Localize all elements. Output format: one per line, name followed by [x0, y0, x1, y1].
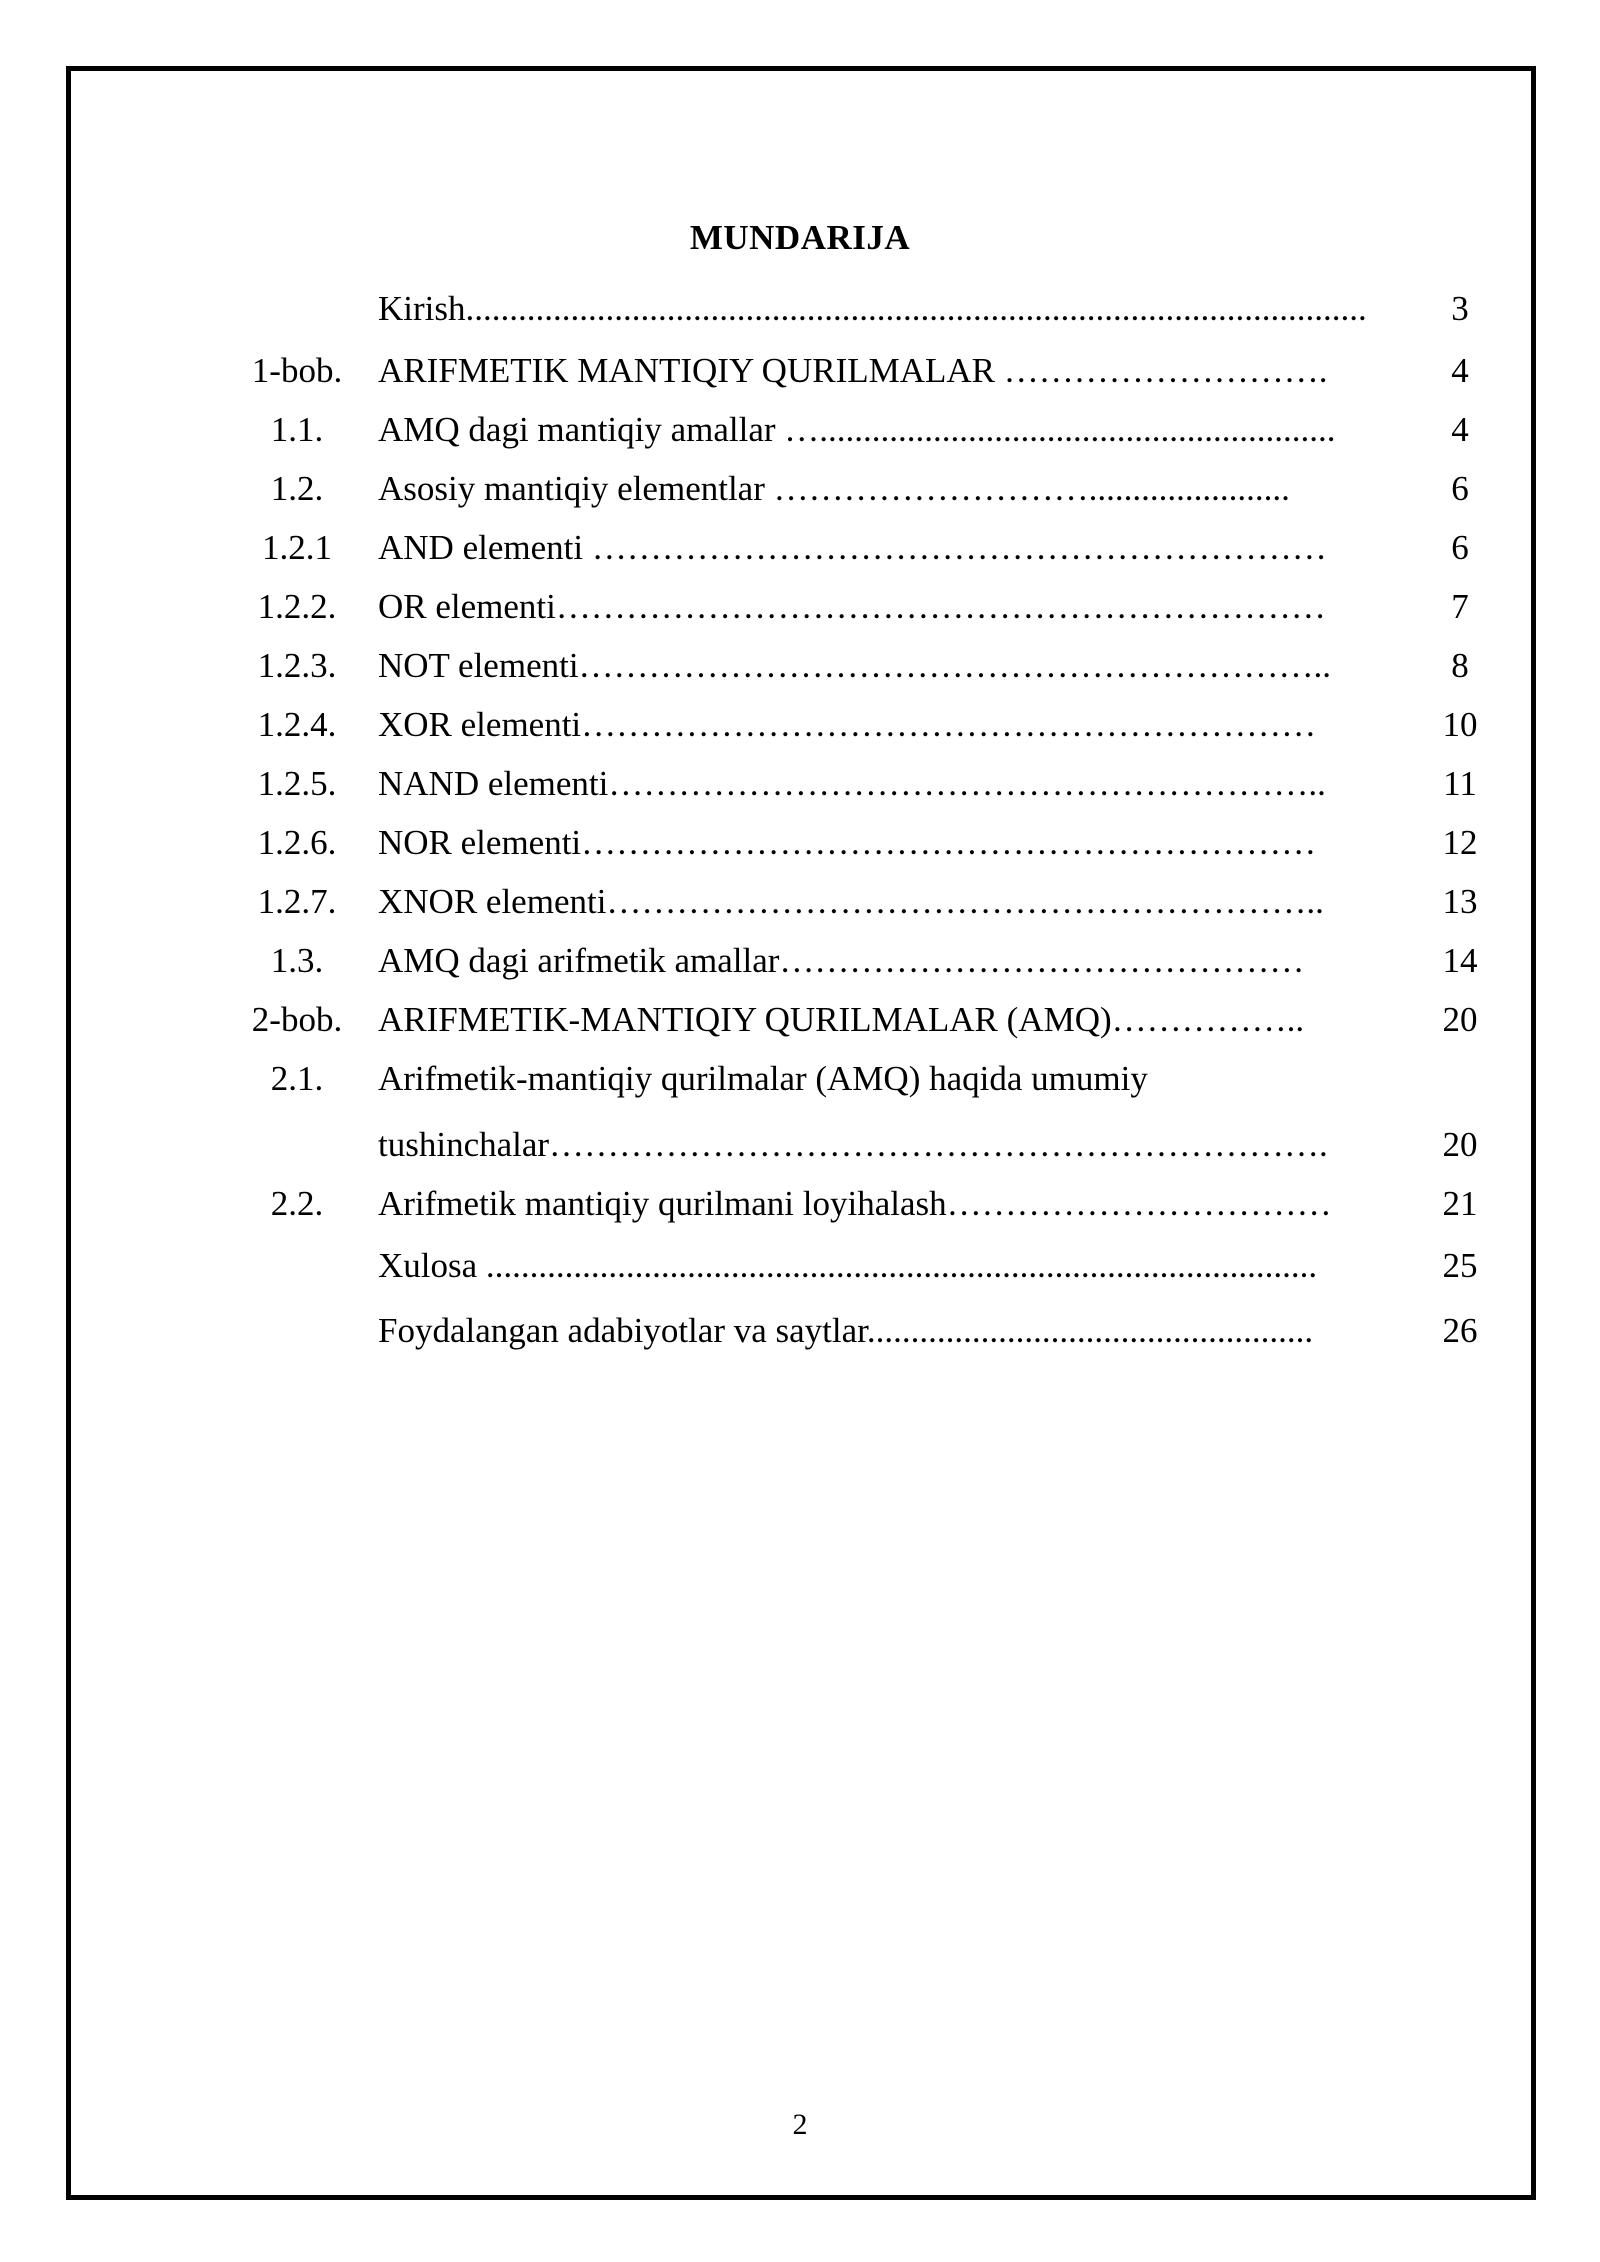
toc-number: 1.2.2. [257, 587, 337, 626]
toc-page: 21 [1442, 1184, 1478, 1223]
toc-row [0, 346, 1600, 396]
toc-number: 1.2. [270, 469, 324, 508]
toc-page: 12 [1442, 823, 1478, 862]
page-number: 2 [792, 2108, 808, 2141]
toc-row [0, 995, 1600, 1045]
toc-page: 26 [1442, 1311, 1478, 1350]
toc-number: 1.1. [270, 410, 324, 449]
toc-number: 1.2.6. [257, 823, 337, 862]
toc-number: 2.1. [270, 1059, 324, 1098]
toc-number: 1.2.1 [262, 528, 332, 567]
toc-row [0, 818, 1600, 868]
toc-page: 11 [1443, 764, 1477, 803]
toc-row [0, 936, 1600, 986]
toc-page: 4 [1451, 351, 1469, 390]
toc-title: MUNDARIJA [689, 218, 911, 257]
toc-entry: ARIFMETIK MANTIQIY QURILMALAR ………………………. [378, 351, 1328, 390]
toc-entry: AMQ dagi mantiqiy amallar …........................................................... [378, 410, 1336, 449]
toc-entry: NOT elementi……………………………………………………….. [378, 646, 1332, 685]
toc-entry: ARIFMETIK-MANTIQIY QURILMALAR (AMQ)…………….. [378, 1000, 1305, 1039]
toc-number: 1.2.7. [257, 882, 337, 921]
toc-page: 7 [1451, 587, 1469, 626]
toc-entry: XOR elementi……………………………………………………… [378, 705, 1317, 744]
toc-number: 1-bob. [251, 351, 343, 390]
toc-entry: Arifmetik mantiqiy qurilmani loyihalash…………………………… [378, 1184, 1332, 1223]
toc-entry: NAND elementi…………………………………………………….. [378, 764, 1326, 803]
toc-entry: AND elementi ……………………………………………………… [378, 528, 1327, 567]
toc-entry: Arifmetik-mantiqiy qurilmalar (AMQ) haqida umumiy [378, 1059, 1148, 1098]
toc-number: 2-bob. [251, 1000, 343, 1039]
toc-row [0, 877, 1600, 927]
toc-entry: Asosiy mantiqiy elementlar ………………………....................... [378, 469, 1290, 508]
toc-page: 20 [1442, 1125, 1478, 1164]
toc-row [0, 284, 1600, 334]
toc-entry: AMQ dagi arifmetik amallar……………………………………… [378, 941, 1305, 980]
toc-row [0, 1179, 1600, 1229]
toc-row [0, 700, 1600, 750]
toc-row [0, 1241, 1600, 1291]
toc-entry: NOR elementi……………………………………………………… [378, 823, 1317, 862]
toc-page: 4 [1451, 410, 1469, 449]
toc-number: 1.2.4. [257, 705, 337, 744]
toc-row [0, 523, 1600, 573]
toc-row [0, 405, 1600, 455]
toc-entry: Kirish....................................................................................................... [378, 289, 1367, 328]
toc-row [0, 1306, 1600, 1356]
toc-row [0, 1054, 1600, 1104]
toc-entry: tushinchalar…………………………………………………………. [378, 1125, 1328, 1164]
toc-entry: XNOR elementi…………………………………………………….. [378, 882, 1324, 921]
toc-row [0, 641, 1600, 691]
toc-page: 8 [1451, 646, 1469, 685]
toc-entry: OR elementi………………………………………………………… [378, 587, 1326, 626]
toc-row [0, 1120, 1600, 1170]
toc-row [0, 759, 1600, 809]
toc-page: 6 [1451, 528, 1469, 567]
toc-entry: Xulosa ............................................................................................... [378, 1246, 1318, 1285]
toc-number: 1.3. [270, 941, 324, 980]
toc-page: 3 [1451, 289, 1469, 328]
toc-page: 10 [1442, 705, 1478, 744]
toc-row [0, 582, 1600, 632]
toc-page: 13 [1442, 882, 1478, 921]
toc-row [0, 464, 1600, 514]
toc-page: 20 [1442, 1000, 1478, 1039]
toc-number: 2.2. [270, 1184, 324, 1223]
toc-page: 14 [1442, 941, 1478, 980]
toc-page: 25 [1442, 1246, 1478, 1285]
toc-page: 6 [1451, 469, 1469, 508]
toc-number: 1.2.3. [257, 646, 337, 685]
toc-number: 1.2.5. [257, 764, 337, 803]
toc-entry: Foydalangan adabiyotlar va saytlar................................................... [378, 1311, 1314, 1350]
